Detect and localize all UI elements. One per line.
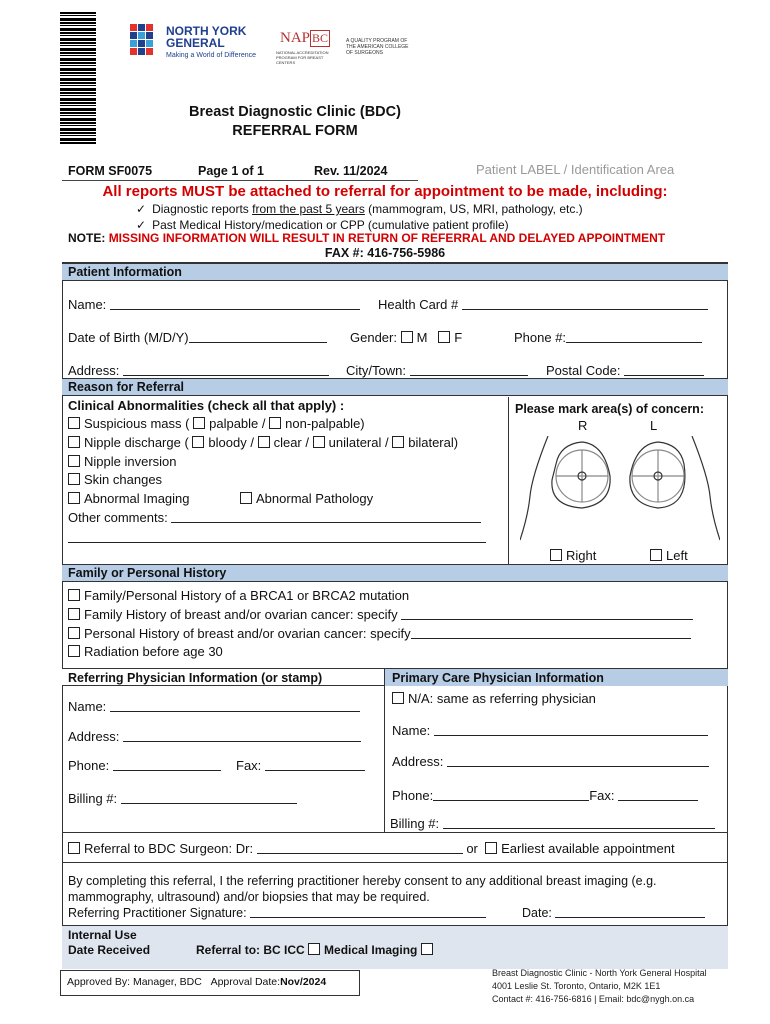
bullet1-underline: from the past 5 years	[252, 202, 365, 216]
clinic-name: Breast Diagnostic Clinic - North York General Hospital	[492, 968, 707, 978]
ref-address-label: Address:	[68, 729, 120, 744]
patient-name-line[interactable]	[110, 298, 360, 310]
health-card-field[interactable]	[378, 297, 708, 312]
radiation-row	[68, 644, 223, 659]
pcp-address-label: Address:	[392, 754, 444, 769]
note-text: MISSING INFORMATION WILL RESULT IN RETURN OF REFERRAL AND DELAYED APPOINTMENT	[108, 231, 666, 245]
suspicious-mass-label: Suspicious mass (	[84, 416, 190, 431]
gender-field	[350, 330, 462, 345]
form-number: FORM SF0075	[68, 164, 153, 178]
earliest-appointment-checkbox[interactable]	[485, 842, 497, 854]
left-checkbox[interactable]	[650, 549, 662, 561]
ref-phone-line[interactable]	[113, 759, 221, 771]
suspicious-mass-row	[68, 416, 365, 431]
gender-label: Gender:	[350, 330, 397, 345]
ref-name-label: Name:	[68, 699, 107, 714]
family-history-row[interactable]	[68, 607, 693, 622]
nipple-discharge-row	[68, 435, 458, 450]
physician-divider	[384, 669, 385, 832]
pcp-address-field[interactable]	[392, 754, 709, 769]
bc-icc-checkbox[interactable]	[308, 943, 320, 955]
health-card-label: Health Card #	[378, 297, 459, 312]
patient-label-area: Patient LABEL / Identification Area	[476, 162, 675, 177]
patient-phone-line[interactable]	[566, 331, 702, 343]
nyg-logo-mark	[130, 24, 160, 58]
surgeon-referral-label: Referral to BDC Surgeon: Dr:	[84, 841, 254, 856]
internal-referral-row	[196, 943, 437, 957]
other-comments-label: Other comments:	[68, 510, 168, 525]
consent-date-label: Date:	[522, 906, 552, 920]
nyg-logo-line1: NORTH YORK	[166, 24, 247, 38]
radiation-checkbox[interactable]	[68, 645, 80, 657]
section-primary-care: Primary Care Physician Information	[392, 671, 604, 685]
revision: Rev. 11/2024	[314, 164, 388, 178]
right-option	[550, 548, 596, 563]
non-palpable-checkbox[interactable]	[269, 417, 281, 429]
bullet1-post: (mammogram, US, MRI, pathology, etc.)	[364, 202, 583, 216]
patient-address-label: Address:	[68, 363, 120, 378]
pcp-phone-label: Phone:	[392, 788, 434, 803]
health-card-line[interactable]	[462, 298, 708, 310]
skin-changes-row	[68, 472, 162, 487]
ref-name-field[interactable]	[68, 699, 360, 714]
abnormal-imaging-label: Abnormal Imaging	[84, 491, 190, 506]
gender-male-checkbox[interactable]	[401, 331, 413, 343]
dob-line[interactable]	[189, 331, 327, 343]
patient-address-field[interactable]	[68, 363, 329, 378]
ref-address-line[interactable]	[123, 730, 361, 742]
nipple-inversion-row	[68, 454, 177, 469]
pcp-name-field[interactable]	[392, 723, 708, 738]
skin-changes-label: Skin changes	[84, 472, 163, 487]
signature-field[interactable]	[68, 906, 486, 920]
postal-code-line[interactable]	[624, 364, 704, 376]
date-received-label: Date Received	[68, 943, 151, 957]
nyg-logo-line2: GENERAL	[166, 36, 225, 50]
personal-history-line[interactable]	[411, 627, 691, 639]
missing-info-note	[68, 231, 665, 245]
family-history-label: Family History of breast and/or ovarian cancer: specify	[84, 607, 398, 622]
pcp-phone-field[interactable]	[392, 788, 698, 803]
right-letter: R	[578, 418, 588, 433]
ref-address-field[interactable]	[68, 729, 361, 744]
diagram-divider	[508, 397, 509, 565]
requirement-bullet-2	[136, 218, 509, 232]
history-brca-row	[68, 588, 409, 603]
section-family-history: Family or Personal History	[62, 564, 728, 582]
suspicious-mass-checkbox[interactable]	[68, 417, 80, 429]
clear-label: clear /	[273, 435, 309, 450]
napbc-subtext: NATIONAL ACCREDITATION PROGRAM FOR BREAST CENTERS	[276, 50, 329, 65]
unilateral-checkbox[interactable]	[313, 436, 325, 448]
gender-female-checkbox[interactable]	[438, 331, 450, 343]
pcp-billing-line[interactable]	[443, 817, 715, 829]
clear-checkbox[interactable]	[258, 436, 270, 448]
pcp-name-label: Name:	[392, 723, 431, 738]
city-field[interactable]	[346, 363, 528, 378]
pcp-fax-label: Fax:	[589, 788, 615, 803]
consent-date-line[interactable]	[555, 906, 705, 918]
napbc-logo-word	[280, 30, 330, 47]
bilateral-label: bilateral)	[408, 435, 459, 450]
surgeon-or-label: or	[466, 841, 478, 856]
consent-date-field[interactable]	[522, 906, 705, 920]
approval-box	[60, 970, 360, 996]
pcp-name-line[interactable]	[434, 724, 708, 736]
history-brca-checkbox[interactable]	[68, 589, 80, 601]
personal-history-label: Personal History of breast and/or ovarian cancer: specify	[84, 626, 411, 641]
abnormal-pathology-checkbox[interactable]	[240, 492, 252, 504]
section-reason-for-referral: Reason for Referral	[62, 378, 728, 396]
personal-history-row[interactable]	[68, 626, 691, 641]
city-line[interactable]	[410, 364, 528, 376]
signature-line[interactable]	[250, 906, 486, 918]
section-referring-physician: Referring Physician Information (or stamp)	[68, 671, 323, 685]
consent-text: By completing this referral, I the referring practitioner hereby consent to any additional breast imaging (e.g. mammography, ultrasound) and/or biopsies that may be required.	[68, 874, 657, 904]
surgeon-referral-row[interactable]	[68, 841, 675, 856]
ref-fax-field[interactable]	[236, 758, 365, 773]
section-patient-information: Patient Information	[62, 263, 728, 281]
nap-word-text: NAP	[280, 30, 311, 46]
torso-outline-right	[520, 436, 548, 540]
palpable-label: palpable /	[209, 416, 266, 431]
nap-bc-text: BC	[312, 31, 329, 45]
approved-by: Approved By: Manager, BDC	[67, 976, 202, 988]
pcp-address-line[interactable]	[447, 755, 709, 767]
pcp-billing-field[interactable]	[390, 816, 715, 831]
patient-name-label: Name:	[68, 297, 107, 312]
palpable-checkbox[interactable]	[193, 417, 205, 429]
personal-history-checkbox[interactable]	[68, 627, 80, 639]
bc-icc-label: Referral to: BC ICC	[196, 943, 305, 957]
patient-phone-field[interactable]	[514, 330, 702, 345]
nipple-discharge-checkbox[interactable]	[68, 436, 80, 448]
checkmark-icon: ✓	[136, 202, 147, 216]
ref-name-line[interactable]	[110, 700, 360, 712]
torso-outline-left	[692, 436, 720, 540]
nipple-inversion-label: Nipple inversion	[84, 454, 177, 469]
pcp-na-checkbox[interactable]	[392, 692, 404, 704]
form-title: Breast Diagnostic Clinic (BDC)	[189, 104, 401, 120]
requirement-bullet-1	[136, 202, 583, 216]
napbc-logo	[276, 30, 416, 64]
medical-imaging-label: Medical Imaging	[324, 943, 418, 957]
clinic-contact-block	[492, 967, 707, 1006]
pcp-na-row	[392, 691, 596, 706]
clinic-fax: FAX #: 416-756-5986	[324, 246, 446, 260]
ref-phone-label: Phone:	[68, 758, 110, 773]
nipple-discharge-label: Nipple discharge (	[84, 435, 189, 450]
approval-date: Nov/2024	[280, 976, 327, 988]
pcp-fax-line[interactable]	[618, 789, 698, 801]
surgeon-divider-top	[62, 832, 728, 833]
dob-label: Date of Birth (M/D/Y)	[68, 330, 189, 345]
bloody-checkbox[interactable]	[192, 436, 204, 448]
non-palpable-label: non-palpable)	[285, 416, 365, 431]
abnormal-imaging-row	[68, 491, 190, 506]
bullet2-text: Past Medical History/medication or CPP (cumulative patient profile)	[152, 218, 509, 232]
abnormal-pathology-row	[240, 491, 373, 506]
right-label: Right	[566, 548, 597, 563]
gender-female-label: F	[454, 330, 463, 345]
pcp-billing-label: Billing #:	[390, 816, 440, 831]
pcp-na-label: N/A: same as referring physician	[408, 691, 596, 706]
pcp-phone-line[interactable]	[433, 789, 589, 801]
approval-date-label: Approval Date:	[210, 976, 281, 988]
right-breast[interactable]	[552, 442, 610, 508]
family-history-checkbox[interactable]	[68, 608, 80, 620]
abnormal-pathology-label: Abnormal Pathology	[256, 491, 374, 506]
ref-billing-label: Billing #:	[68, 791, 118, 806]
page-number: Page 1 of 1	[198, 164, 264, 178]
surgeon-name-line[interactable]	[257, 842, 463, 854]
history-brca-label: Family/Personal History of a BRCA1 or BRCA2 mutation	[84, 588, 410, 603]
nyg-tagline: Making a World of Difference	[166, 52, 257, 59]
left-letter: L	[650, 418, 658, 433]
nipple-inversion-checkbox[interactable]	[68, 455, 80, 467]
medical-imaging-checkbox[interactable]	[421, 943, 433, 955]
other-comments-line[interactable]	[171, 511, 481, 523]
ref-phone-field[interactable]	[68, 758, 221, 773]
acs-subtext: A QUALITY PROGRAM OF THE AMERICAN COLLEGE OF SURGEONS	[346, 38, 409, 56]
clinic-contact: Contact #: 416-756-6816 | Email: bdc@nygh.on.ca	[492, 994, 695, 1004]
internal-use-heading: Internal Use	[68, 928, 137, 942]
ref-billing-field[interactable]	[68, 791, 297, 806]
other-comments-line-2[interactable]	[68, 542, 486, 543]
ref-fax-label: Fax:	[236, 758, 262, 773]
ref-billing-line[interactable]	[121, 792, 297, 804]
header-divider	[62, 180, 418, 181]
bloody-label: bloody /	[208, 435, 254, 450]
patient-name-field[interactable]	[68, 297, 360, 312]
breast-diagram[interactable]	[520, 436, 720, 546]
right-checkbox[interactable]	[550, 549, 562, 561]
mark-areas-heading: Please mark area(s) of concern:	[515, 402, 704, 416]
skin-changes-checkbox[interactable]	[68, 473, 80, 485]
bullet1-pre: Diagnostic reports	[152, 202, 253, 216]
earliest-appointment-label: Earliest available appointment	[501, 841, 675, 856]
signature-label: Referring Practitioner Signature:	[68, 906, 247, 920]
checkmark-icon: ✓	[136, 218, 147, 232]
radiation-label: Radiation before age 30	[84, 644, 223, 659]
patient-address-line[interactable]	[123, 364, 329, 376]
clinical-abnormalities-heading: Clinical Abnormalities (check all that apply) :	[68, 398, 345, 413]
nyg-logo	[130, 22, 270, 66]
reports-warning: All reports MUST be attached to referral for appointment to be made, including:	[102, 183, 668, 200]
note-label: NOTE:	[68, 231, 106, 245]
abnormal-imaging-checkbox[interactable]	[68, 492, 80, 504]
surgeon-divider-bottom	[62, 862, 728, 863]
left-label: Left	[666, 548, 688, 563]
nyg-logo-text	[166, 25, 246, 49]
postal-code-label: Postal Code:	[546, 363, 621, 378]
ref-fax-line[interactable]	[265, 759, 365, 771]
family-history-line[interactable]	[401, 608, 693, 620]
left-option	[650, 548, 688, 563]
postal-code-field[interactable]	[546, 363, 704, 378]
city-label: City/Town:	[346, 363, 406, 378]
form-subtitle: REFERRAL FORM	[232, 123, 358, 139]
patient-phone-label: Phone #:	[514, 330, 567, 345]
other-comments-field[interactable]	[68, 510, 481, 525]
clinic-address: 4001 Leslie St. Toronto, Ontario, M2K 1E1	[492, 981, 661, 991]
dob-field[interactable]	[68, 330, 327, 345]
bilateral-checkbox[interactable]	[392, 436, 404, 448]
gender-male-label: M	[416, 330, 428, 345]
surgeon-referral-checkbox[interactable]	[68, 842, 80, 854]
unilateral-label: unilateral /	[328, 435, 389, 450]
